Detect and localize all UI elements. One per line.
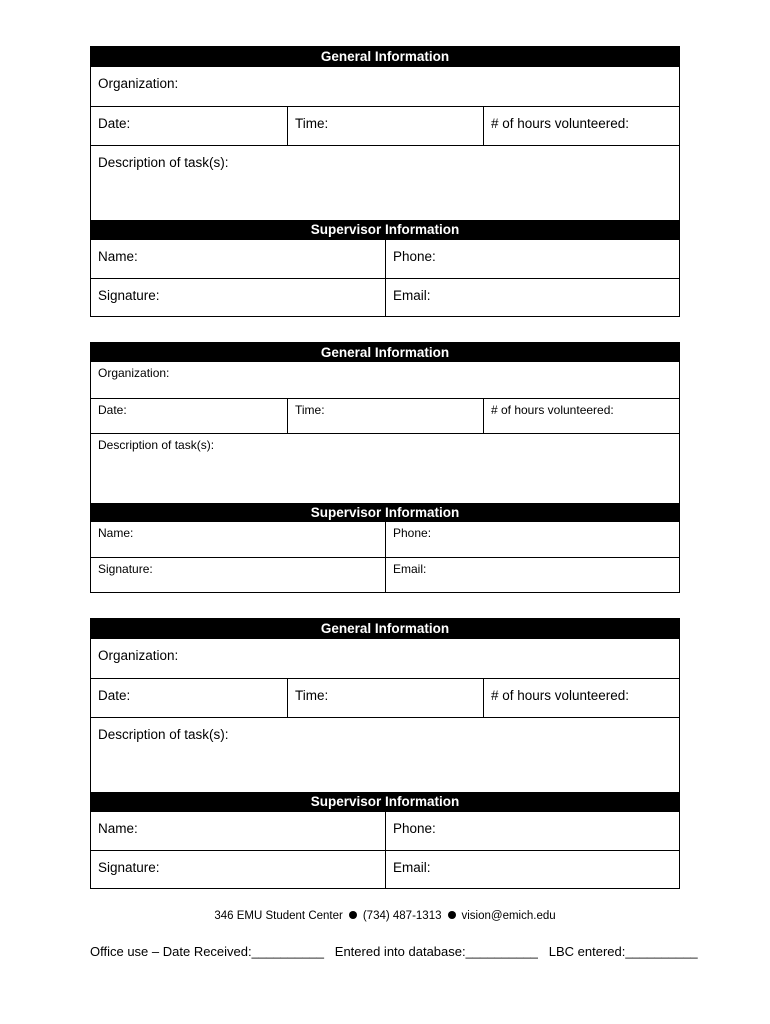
general-information-header: General Information bbox=[91, 47, 679, 67]
supervisor-email-field[interactable]: Email: bbox=[385, 279, 679, 316]
signature-email-row bbox=[91, 557, 679, 592]
lbc-entered-field[interactable]: LBC entered:__________ bbox=[548, 944, 698, 959]
footer-phone: (734) 487-1313 bbox=[362, 910, 442, 922]
name-phone-row bbox=[91, 812, 679, 850]
supervisor-signature-field[interactable]: Signature: bbox=[98, 288, 160, 303]
organization-row bbox=[91, 67, 679, 106]
hours-volunteered-field[interactable]: # of hours volunteered: bbox=[483, 399, 679, 433]
supervisor-phone-field[interactable]: Phone: bbox=[385, 240, 679, 278]
name-phone-row bbox=[91, 240, 679, 278]
supervisor-phone-field[interactable]: Phone: bbox=[385, 812, 679, 850]
supervisor-email-field[interactable]: Email: bbox=[385, 558, 679, 592]
organization-field[interactable]: Organization: bbox=[98, 76, 179, 91]
supervisor-signature-field[interactable]: Signature: bbox=[98, 860, 160, 875]
date-received-field[interactable]: Office use – Date Received:__________ bbox=[90, 944, 324, 959]
organization-row bbox=[91, 639, 679, 678]
footer-email[interactable]: vision@emich.edu bbox=[461, 910, 556, 922]
bullet-dot-icon bbox=[349, 911, 357, 919]
date-time-hours-row bbox=[91, 678, 679, 717]
description-row bbox=[91, 717, 679, 792]
supervisor-information-header: Supervisor Information bbox=[91, 220, 679, 240]
description-field[interactable]: Description of task(s): bbox=[98, 155, 229, 170]
volunteer-form-1 bbox=[90, 46, 680, 317]
description-row bbox=[91, 433, 679, 503]
date-field[interactable]: Date: bbox=[98, 116, 131, 131]
supervisor-information-header: Supervisor Information bbox=[91, 792, 679, 812]
supervisor-information-header: Supervisor Information bbox=[91, 503, 679, 522]
general-information-header: General Information bbox=[91, 343, 679, 362]
bullet-dot-icon bbox=[448, 911, 456, 919]
footer-address: 346 EMU Student Center bbox=[214, 910, 343, 922]
signature-email-row bbox=[91, 850, 679, 888]
supervisor-name-field[interactable]: Name: bbox=[98, 526, 134, 540]
date-field[interactable]: Date: bbox=[98, 688, 131, 703]
time-field[interactable]: Time: bbox=[287, 107, 483, 145]
supervisor-email-field[interactable]: Email: bbox=[385, 851, 679, 888]
supervisor-phone-field[interactable]: Phone: bbox=[385, 522, 679, 557]
office-use-line bbox=[90, 944, 698, 959]
organization-row bbox=[91, 362, 679, 398]
name-phone-row bbox=[91, 522, 679, 557]
general-information-header: General Information bbox=[91, 619, 679, 639]
date-time-hours-row bbox=[91, 398, 679, 433]
hours-volunteered-field[interactable]: # of hours volunteered: bbox=[483, 107, 679, 145]
supervisor-name-field[interactable]: Name: bbox=[98, 249, 138, 264]
volunteer-form-3 bbox=[90, 618, 680, 889]
organization-field[interactable]: Organization: bbox=[98, 366, 170, 380]
supervisor-name-field[interactable]: Name: bbox=[98, 821, 138, 836]
date-time-hours-row bbox=[91, 106, 679, 145]
description-field[interactable]: Description of task(s): bbox=[98, 727, 229, 742]
signature-email-row bbox=[91, 278, 679, 316]
entered-database-field[interactable]: Entered into database:__________ bbox=[334, 944, 538, 959]
organization-field[interactable]: Organization: bbox=[98, 648, 179, 663]
supervisor-signature-field[interactable]: Signature: bbox=[98, 562, 153, 576]
description-field[interactable]: Description of task(s): bbox=[98, 438, 215, 452]
contact-footer bbox=[0, 910, 770, 922]
volunteer-form-2 bbox=[90, 342, 680, 593]
description-row bbox=[91, 145, 679, 220]
time-field[interactable]: Time: bbox=[287, 399, 483, 433]
time-field[interactable]: Time: bbox=[287, 679, 483, 717]
date-field[interactable]: Date: bbox=[98, 403, 127, 417]
hours-volunteered-field[interactable]: # of hours volunteered: bbox=[483, 679, 679, 717]
